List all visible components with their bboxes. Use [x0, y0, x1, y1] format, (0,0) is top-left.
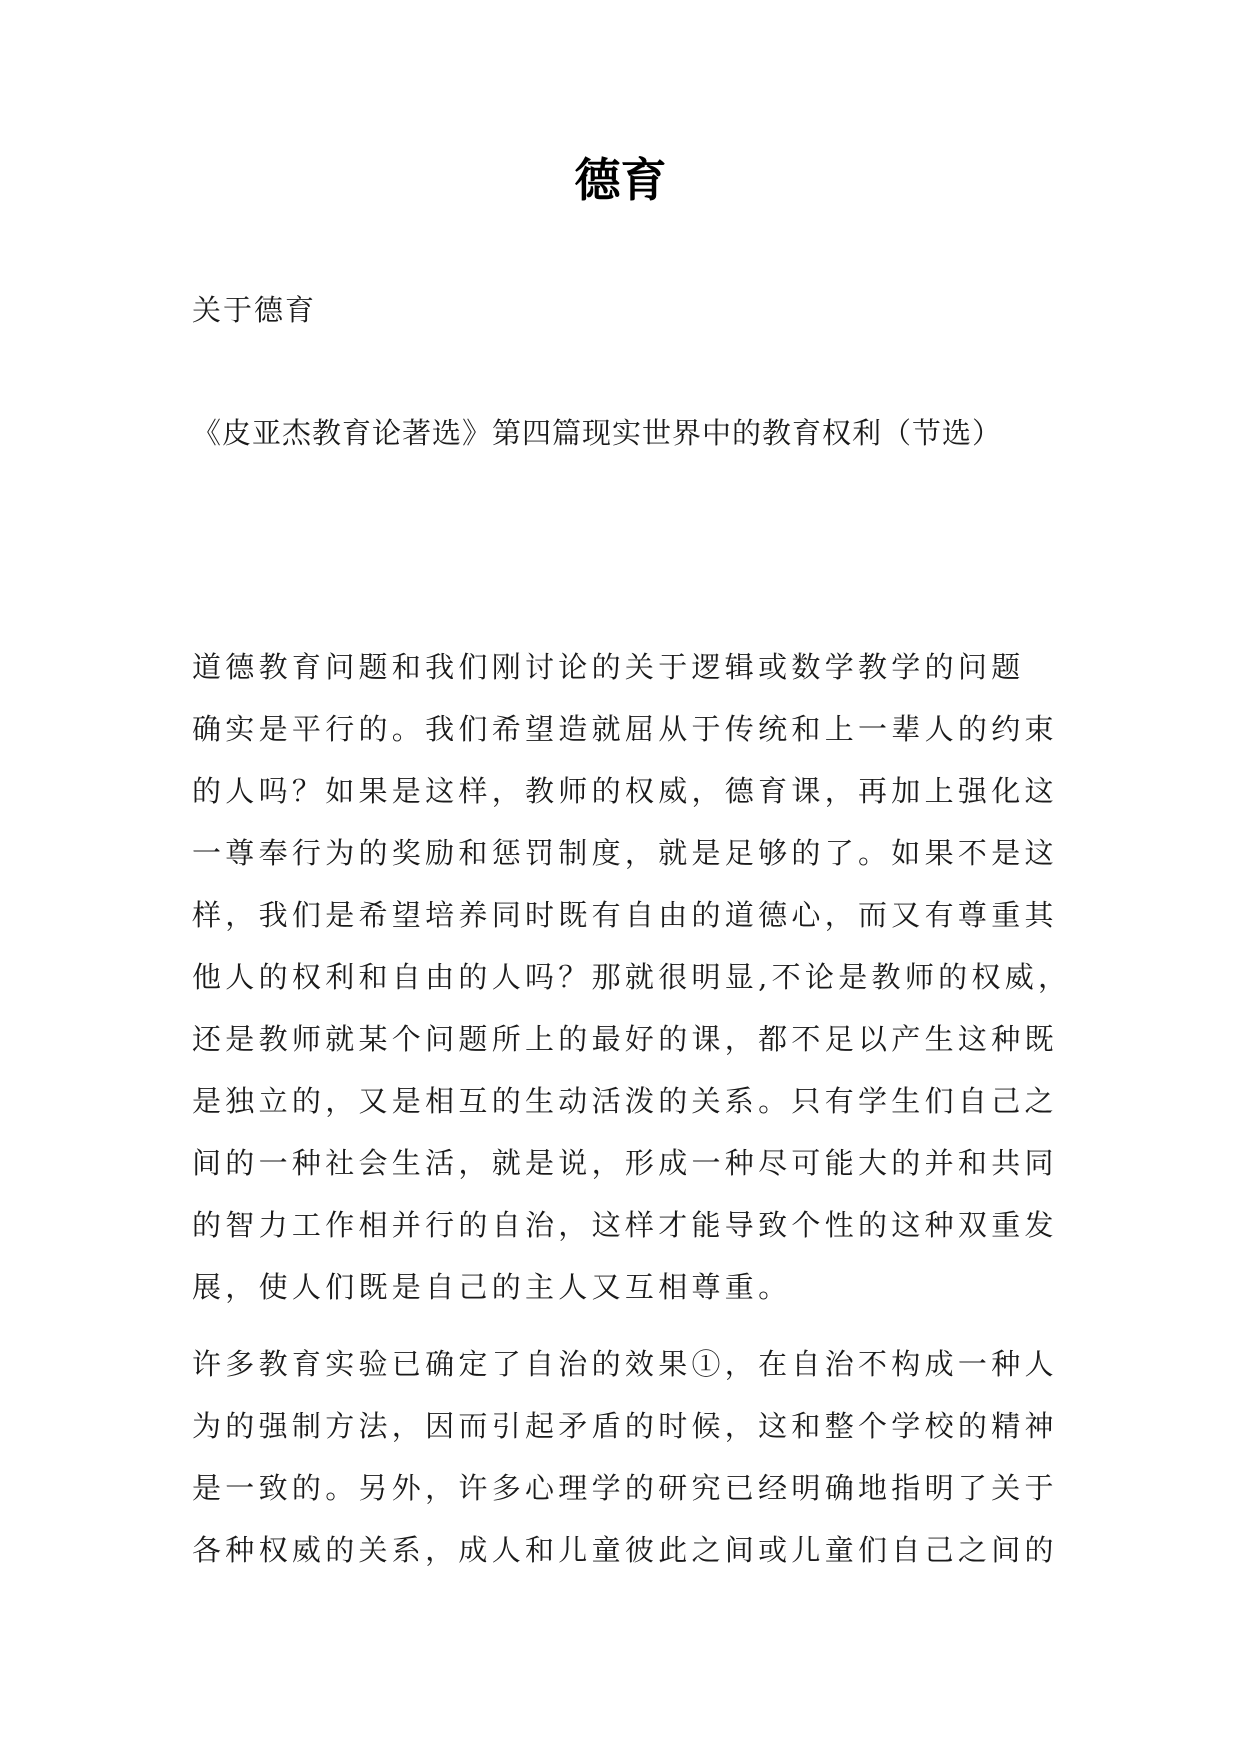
paragraph-line: 的智力工作相并行的自治，这样才能导致个性的这种双重发: [192, 1208, 1058, 1242]
paragraph-line: 展，使人们既是自己的主人又互相尊重。: [192, 1270, 792, 1304]
paragraph-line: 是独立的，又是相互的生动活泼的关系。只有学生们自己之: [192, 1084, 1058, 1118]
section-subtitle: 关于德育: [192, 293, 317, 327]
paragraph-line: 各种权威的关系，成人和儿童彼此之间或儿童们自己之间的: [192, 1533, 1058, 1567]
paragraph-line: 是一致的。另外，许多心理学的研究已经明确地指明了关于: [192, 1471, 1058, 1505]
paragraph-line: 间的一种社会生活，就是说，形成一种尽可能大的并和共同: [192, 1146, 1058, 1180]
paragraph-line: 许多教育实验已确定了自治的效果①，在自治不构成一种人: [192, 1347, 1058, 1381]
paragraph-line: 为的强制方法，因而引起矛盾的时候，这和整个学校的精神: [192, 1409, 1058, 1443]
paragraph-line: 还是教师就某个问题所上的最好的课，都不足以产生这种既: [192, 1022, 1058, 1056]
paragraph-line: 他人的权利和自由的人吗？那就很明显,不论是教师的权威，: [192, 960, 1072, 994]
paragraph-line: 道德教育问题和我们刚讨论的关于逻辑或数学教学的问题: [192, 650, 1025, 684]
paragraph-line: 确实是平行的。我们希望造就屈从于传统和上一辈人的约束: [192, 712, 1058, 746]
paragraph-line: 一尊奉行为的奖励和惩罚制度，就是足够的了。如果不是这: [192, 836, 1058, 870]
paragraph-line: 样，我们是希望培养同时既有自由的道德心，而又有尊重其: [192, 898, 1058, 932]
body-paragraph: [192, 1333, 1058, 1581]
body-paragraph: [192, 636, 1072, 1318]
document-title: 德育: [574, 153, 667, 207]
paragraph-line: 的人吗？如果是这样，教师的权威，德育课，再加上强化这: [192, 774, 1058, 808]
source-citation: 《皮亚杰教育论著选》第四篇现实世界中的教育权利（节选）: [192, 416, 1003, 450]
